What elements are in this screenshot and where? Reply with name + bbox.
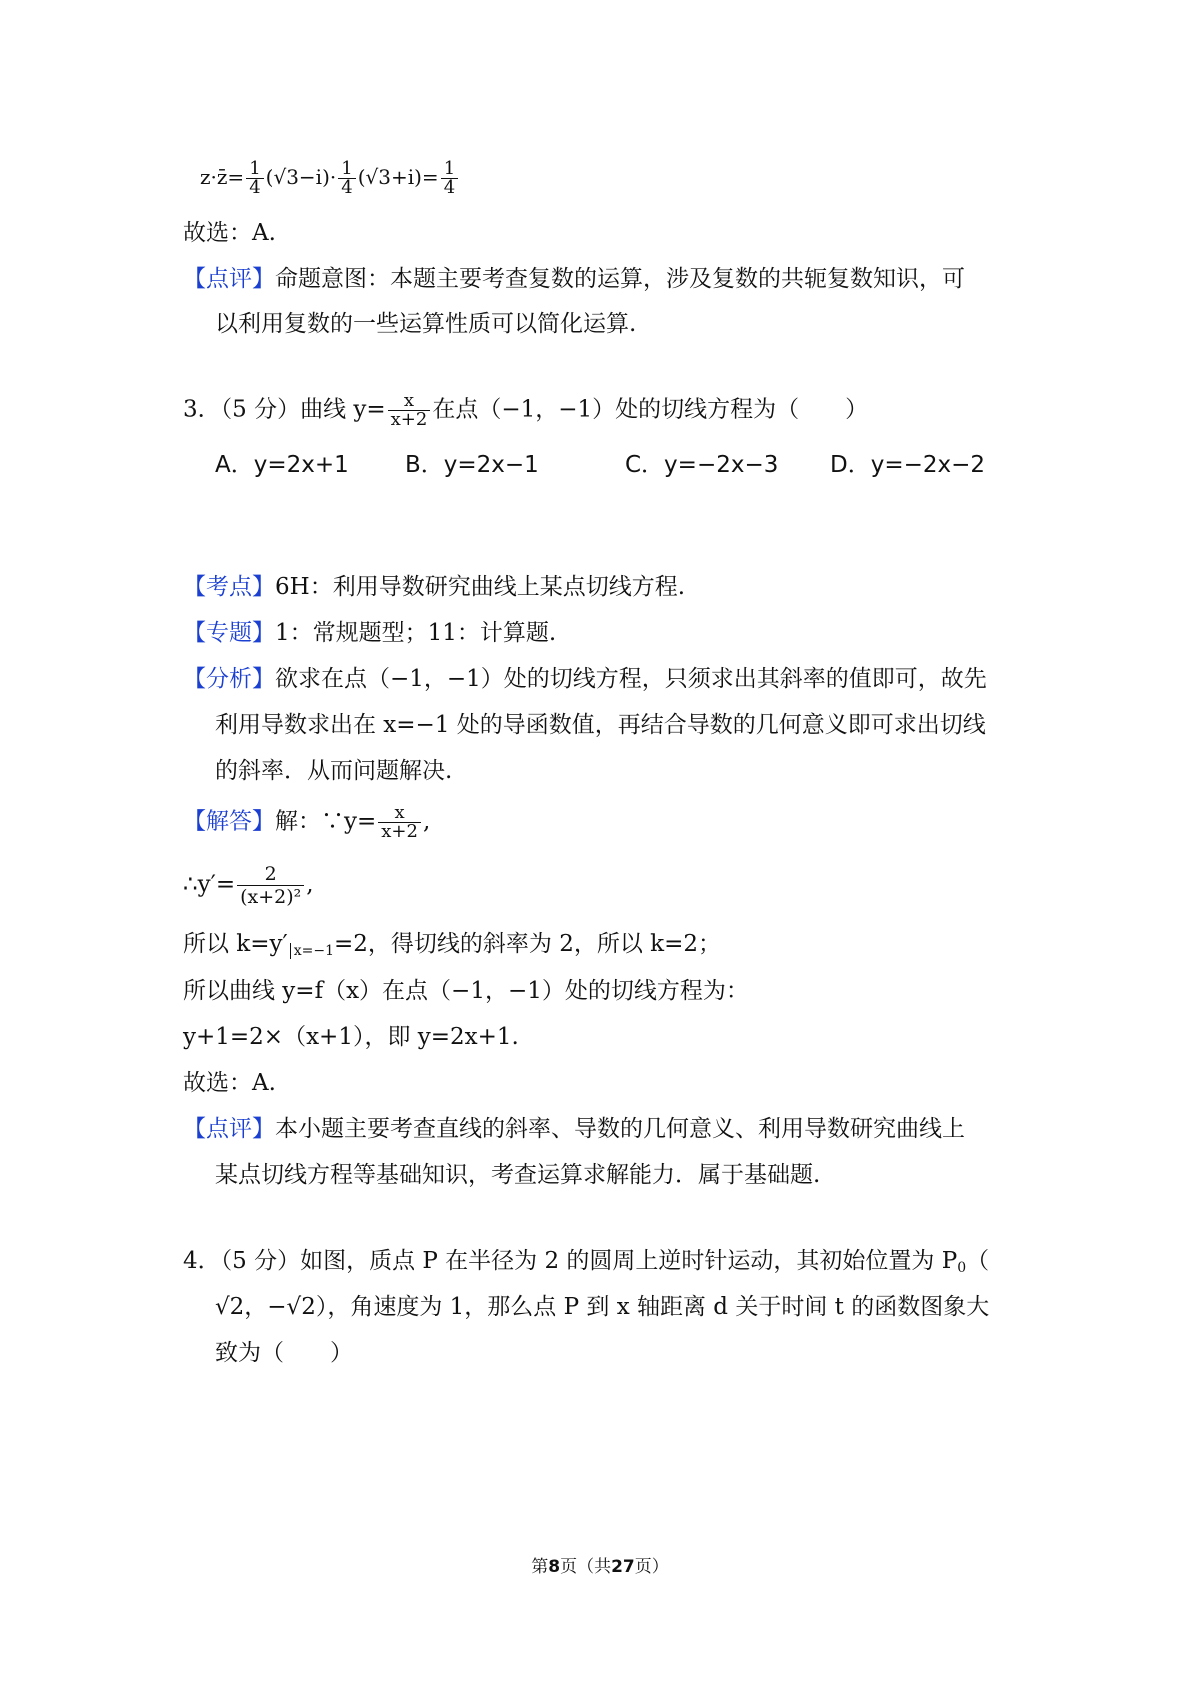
kaodian-tag: 【考点】 [183,574,275,600]
q4-stem-end: （ [966,1248,990,1274]
fraction: $\frac{1}{4}$ [246,160,263,197]
formula-part: z·z̄= [200,165,245,189]
answer-prev: 故选：A. [183,220,276,246]
formula-part: (√3+i)= [357,165,439,189]
zhuanti-tag: 【专题】 [183,620,275,646]
q3-option-b: B．y=2x−1 [405,452,539,478]
fraction: $\frac{1}{4}$ [338,160,355,197]
q3-stem-post: 在点（−1，−1）处的切线方程为（ ） [432,396,869,423]
total-pages: 27 [611,1557,635,1577]
page-number: 8 [548,1557,561,1577]
review-tag: 【点评】 [183,266,275,292]
q3-fenxi-line1 [183,662,987,696]
q3-fraction: $\frac{x}{x+2}$ [388,392,431,429]
q3-jieda [183,804,430,841]
fraction: $\frac{1}{4}$ [441,160,458,197]
footer-pre: 第 [531,1557,549,1577]
kaodian-text: 6H：利用导数研究曲线上某点切线方程. [275,574,686,600]
fenxi-text: 欲求在点（−1，−1）处的切线方程，只须求出其斜率的值即可，故先 [275,666,987,692]
z-product-formula [200,160,460,197]
jieda-tag: 【解答】 [183,808,275,835]
q3-derivative [183,863,314,908]
deriv-pre: ∴y′= [183,871,236,898]
q3-tangent-intro: 所以曲线 y=f（x）在点（−1，−1）处的切线方程为： [183,978,749,1004]
q3-stem-pre: 3．（5 分）曲线 y= [183,396,386,423]
q3-stem [183,392,868,429]
slope-post: =2，得切线的斜率为 2，所以 k=2； [334,931,722,957]
q3-review-line2: 某点切线方程等基础知识，考查运算求解能力．属于基础题. [215,1162,821,1188]
q3-fenxi-line2: 利用导数求出在 x=−1 处的导函数值，再结合导数的几何意义即可求出切线 [215,712,986,738]
q4-stem-line2: √2，−√2），角速度为 1，那么点 P 到 x 轴距离 d 关于时间 t 的函数图象大 [215,1294,990,1320]
q3-answer: 故选：A. [183,1070,276,1096]
q3-kaodian [183,570,685,604]
jieda-pre: 解：∵y= [275,808,377,835]
review-tag: 【点评】 [183,1116,275,1142]
q4-subscript: 0 [957,1260,967,1276]
fenxi-tag: 【分析】 [183,666,275,692]
q4-stem-line1 [183,1244,989,1285]
footer-mid: 页（共 [560,1557,612,1577]
q3-slope [183,927,721,968]
q4-stem-line3: 致为（ ） [215,1340,353,1366]
slope-sub: x=−1 [290,943,334,959]
review-prev-line1 [183,262,965,296]
jieda-post: , [422,808,431,835]
q4-stem-text: 4．（5 分）如图，质点 P 在半径为 2 的圆周上逆时针运动，其初始位置为 P [183,1248,958,1274]
review-text: 本小题主要考查直线的斜率、导数的几何意义、利用导数研究曲线上 [275,1116,965,1142]
page-footer [0,1555,1200,1579]
review-prev-line2: 以利用复数的一些运算性质可以简化运算. [215,311,637,337]
footer-post: 页） [634,1557,669,1577]
formula-part: (√3−i)· [265,165,337,189]
q3-tangent-eq: y+1=2×（x+1），即 y=2x+1. [183,1024,519,1050]
slope-pre: 所以 k=y′ [183,931,288,957]
deriv-post: , [306,871,314,898]
review-text: 命题意图：本题主要考查复数的运算，涉及复数的共轭复数知识，可 [275,266,965,292]
jieda-fraction: $\frac{x}{x+2}$ [378,804,421,841]
q3-fenxi-line3: 的斜率．从而问题解决. [215,758,453,784]
q3-option-a: A．y=2x+1 [215,452,349,478]
q3-review-line1 [183,1112,965,1146]
zhuanti-text: 1：常规题型；11：计算题. [275,620,557,646]
deriv-fraction: $\frac{2}{\text{(x+2)²}}$ [237,863,304,908]
q3-option-c: C．y=−2x−3 [625,452,779,478]
q3-option-d: D．y=−2x−2 [830,452,986,478]
q3-zhuanti [183,616,556,650]
